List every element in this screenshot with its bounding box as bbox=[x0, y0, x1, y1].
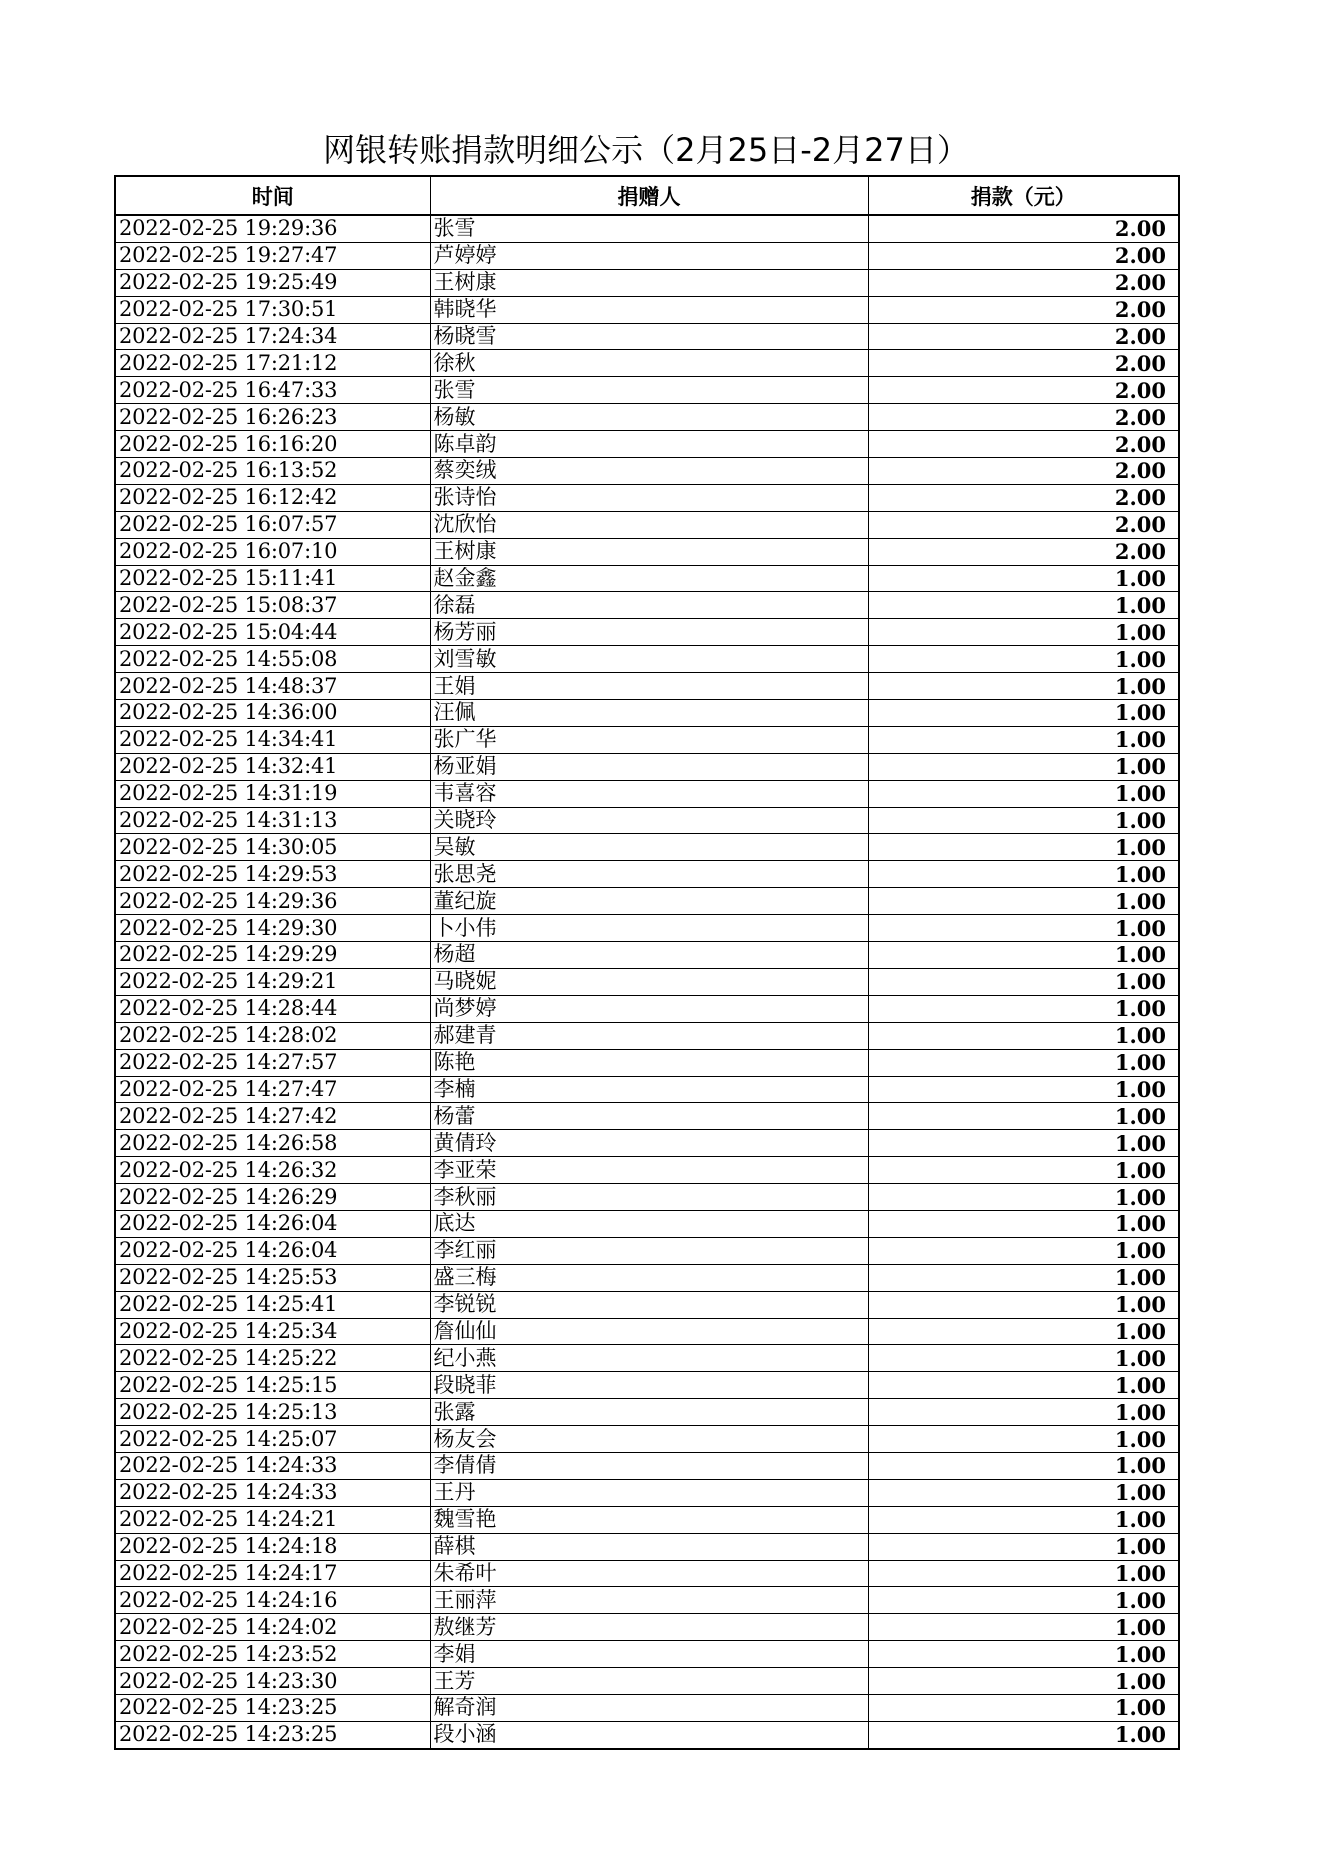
cell-time: 2022-02-25 14:27:57 bbox=[115, 1049, 430, 1076]
cell-amount: 1.00 bbox=[868, 1318, 1179, 1345]
table-row bbox=[115, 1479, 1179, 1506]
cell-donor: 李秋丽 bbox=[430, 1184, 868, 1211]
cell-time: 2022-02-25 14:24:33 bbox=[115, 1479, 430, 1506]
cell-donor: 底达 bbox=[430, 1210, 868, 1237]
cell-amount: 2.00 bbox=[868, 484, 1179, 511]
cell-amount: 1.00 bbox=[868, 565, 1179, 592]
table-row bbox=[115, 484, 1179, 511]
table-row bbox=[115, 511, 1179, 538]
table-row bbox=[115, 323, 1179, 350]
cell-amount: 2.00 bbox=[868, 269, 1179, 296]
cell-donor: 盛三梅 bbox=[430, 1264, 868, 1291]
table-row bbox=[115, 1426, 1179, 1453]
table-row bbox=[115, 592, 1179, 619]
cell-amount: 1.00 bbox=[868, 1479, 1179, 1506]
cell-time: 2022-02-25 15:08:37 bbox=[115, 592, 430, 619]
cell-donor: 沈欣怡 bbox=[430, 511, 868, 538]
cell-amount: 2.00 bbox=[868, 404, 1179, 431]
cell-time: 2022-02-25 17:24:34 bbox=[115, 323, 430, 350]
cell-time: 2022-02-25 16:26:23 bbox=[115, 404, 430, 431]
cell-amount: 1.00 bbox=[868, 1641, 1179, 1668]
cell-amount: 1.00 bbox=[868, 1506, 1179, 1533]
cell-donor: 詹仙仙 bbox=[430, 1318, 868, 1345]
cell-time: 2022-02-25 14:26:58 bbox=[115, 1130, 430, 1157]
cell-donor: 尚梦婷 bbox=[430, 995, 868, 1022]
table-row bbox=[115, 431, 1179, 458]
cell-time: 2022-02-25 14:34:41 bbox=[115, 726, 430, 753]
cell-amount: 1.00 bbox=[868, 1721, 1179, 1748]
cell-amount: 2.00 bbox=[868, 242, 1179, 269]
cell-time: 2022-02-25 15:04:44 bbox=[115, 619, 430, 646]
cell-time: 2022-02-25 14:28:02 bbox=[115, 1022, 430, 1049]
cell-time: 2022-02-25 14:27:47 bbox=[115, 1076, 430, 1103]
table-row bbox=[115, 1318, 1179, 1345]
cell-donor: 汪佩 bbox=[430, 700, 868, 727]
cell-amount: 1.00 bbox=[868, 1264, 1179, 1291]
table-row bbox=[115, 1022, 1179, 1049]
cell-amount: 2.00 bbox=[868, 431, 1179, 458]
cell-amount: 1.00 bbox=[868, 942, 1179, 969]
cell-amount: 2.00 bbox=[868, 350, 1179, 377]
cell-amount: 1.00 bbox=[868, 753, 1179, 780]
cell-donor: 李楠 bbox=[430, 1076, 868, 1103]
cell-amount: 1.00 bbox=[868, 1237, 1179, 1264]
cell-donor: 张露 bbox=[430, 1399, 868, 1426]
cell-donor: 王丹 bbox=[430, 1479, 868, 1506]
cell-time: 2022-02-25 16:16:20 bbox=[115, 431, 430, 458]
cell-donor: 段小涵 bbox=[430, 1721, 868, 1748]
cell-time: 2022-02-25 14:31:13 bbox=[115, 807, 430, 834]
cell-donor: 解奇润 bbox=[430, 1694, 868, 1721]
cell-donor: 杨亚娟 bbox=[430, 753, 868, 780]
cell-donor: 芦婷婷 bbox=[430, 242, 868, 269]
cell-donor: 黄倩玲 bbox=[430, 1130, 868, 1157]
table-row bbox=[115, 780, 1179, 807]
cell-time: 2022-02-25 14:48:37 bbox=[115, 673, 430, 700]
cell-donor: 韦喜容 bbox=[430, 780, 868, 807]
table-body bbox=[115, 215, 1179, 1749]
table-row bbox=[115, 1345, 1179, 1372]
table-row bbox=[115, 404, 1179, 431]
cell-amount: 1.00 bbox=[868, 1291, 1179, 1318]
cell-donor: 刘雪敏 bbox=[430, 646, 868, 673]
cell-donor: 陈卓韵 bbox=[430, 431, 868, 458]
cell-donor: 纪小燕 bbox=[430, 1345, 868, 1372]
cell-amount: 1.00 bbox=[868, 1345, 1179, 1372]
cell-time: 2022-02-25 16:12:42 bbox=[115, 484, 430, 511]
cell-donor: 徐秋 bbox=[430, 350, 868, 377]
cell-amount: 1.00 bbox=[868, 1426, 1179, 1453]
cell-donor: 杨友会 bbox=[430, 1426, 868, 1453]
cell-amount: 1.00 bbox=[868, 807, 1179, 834]
cell-time: 2022-02-25 14:30:05 bbox=[115, 834, 430, 861]
cell-donor: 韩晓华 bbox=[430, 296, 868, 323]
cell-time: 2022-02-25 14:26:29 bbox=[115, 1184, 430, 1211]
cell-time: 2022-02-25 14:29:36 bbox=[115, 888, 430, 915]
cell-amount: 1.00 bbox=[868, 1372, 1179, 1399]
cell-amount: 1.00 bbox=[868, 1614, 1179, 1641]
cell-donor: 李锐锐 bbox=[430, 1291, 868, 1318]
cell-time: 2022-02-25 14:25:13 bbox=[115, 1399, 430, 1426]
cell-amount: 1.00 bbox=[868, 1103, 1179, 1130]
cell-amount: 1.00 bbox=[868, 1184, 1179, 1211]
cell-time: 2022-02-25 14:29:29 bbox=[115, 942, 430, 969]
cell-time: 2022-02-25 17:21:12 bbox=[115, 350, 430, 377]
table-row bbox=[115, 1372, 1179, 1399]
cell-amount: 1.00 bbox=[868, 1668, 1179, 1695]
table-row bbox=[115, 242, 1179, 269]
cell-amount: 1.00 bbox=[868, 1076, 1179, 1103]
cell-amount: 1.00 bbox=[868, 1533, 1179, 1560]
cell-donor: 杨超 bbox=[430, 942, 868, 969]
cell-time: 2022-02-25 19:27:47 bbox=[115, 242, 430, 269]
cell-amount: 1.00 bbox=[868, 995, 1179, 1022]
cell-donor: 李倩倩 bbox=[430, 1452, 868, 1479]
cell-donor: 王树康 bbox=[430, 269, 868, 296]
cell-amount: 2.00 bbox=[868, 538, 1179, 565]
cell-time: 2022-02-25 16:07:57 bbox=[115, 511, 430, 538]
table-row bbox=[115, 1184, 1179, 1211]
cell-time: 2022-02-25 14:25:41 bbox=[115, 1291, 430, 1318]
cell-amount: 1.00 bbox=[868, 673, 1179, 700]
cell-donor: 段晓菲 bbox=[430, 1372, 868, 1399]
column-header-amount: 捐款（元） bbox=[868, 176, 1179, 215]
cell-time: 2022-02-25 14:27:42 bbox=[115, 1103, 430, 1130]
cell-time: 2022-02-25 14:26:04 bbox=[115, 1210, 430, 1237]
cell-donor: 关晓玲 bbox=[430, 807, 868, 834]
cell-amount: 1.00 bbox=[868, 646, 1179, 673]
table-row bbox=[115, 995, 1179, 1022]
cell-donor: 张雪 bbox=[430, 215, 868, 242]
cell-amount: 1.00 bbox=[868, 700, 1179, 727]
cell-amount: 1.00 bbox=[868, 1560, 1179, 1587]
cell-donor: 王丽萍 bbox=[430, 1587, 868, 1614]
cell-time: 2022-02-25 14:29:21 bbox=[115, 968, 430, 995]
cell-time: 2022-02-25 14:36:00 bbox=[115, 700, 430, 727]
cell-amount: 1.00 bbox=[868, 1399, 1179, 1426]
table-row bbox=[115, 753, 1179, 780]
table-row bbox=[115, 1130, 1179, 1157]
cell-time: 2022-02-25 14:24:18 bbox=[115, 1533, 430, 1560]
table-row bbox=[115, 1157, 1179, 1184]
table-row bbox=[115, 726, 1179, 753]
cell-time: 2022-02-25 14:25:22 bbox=[115, 1345, 430, 1372]
cell-donor: 徐磊 bbox=[430, 592, 868, 619]
cell-amount: 1.00 bbox=[868, 1587, 1179, 1614]
table-row bbox=[115, 377, 1179, 404]
cell-time: 2022-02-25 14:26:32 bbox=[115, 1157, 430, 1184]
cell-donor: 魏雪艳 bbox=[430, 1506, 868, 1533]
table-row bbox=[115, 1614, 1179, 1641]
donation-table bbox=[114, 175, 1180, 1750]
cell-time: 2022-02-25 19:29:36 bbox=[115, 215, 430, 242]
table-row bbox=[115, 1237, 1179, 1264]
table-row bbox=[115, 1721, 1179, 1748]
cell-donor: 赵金鑫 bbox=[430, 565, 868, 592]
cell-time: 2022-02-25 14:25:34 bbox=[115, 1318, 430, 1345]
table-row bbox=[115, 1103, 1179, 1130]
table-row bbox=[115, 1694, 1179, 1721]
cell-amount: 2.00 bbox=[868, 215, 1179, 242]
cell-amount: 1.00 bbox=[868, 1022, 1179, 1049]
cell-amount: 1.00 bbox=[868, 619, 1179, 646]
cell-donor: 陈艳 bbox=[430, 1049, 868, 1076]
cell-amount: 1.00 bbox=[868, 968, 1179, 995]
cell-time: 2022-02-25 14:25:53 bbox=[115, 1264, 430, 1291]
table-row bbox=[115, 1291, 1179, 1318]
cell-time: 2022-02-25 14:23:30 bbox=[115, 1668, 430, 1695]
cell-donor: 王树康 bbox=[430, 538, 868, 565]
cell-time: 2022-02-25 14:23:52 bbox=[115, 1641, 430, 1668]
cell-donor: 张广华 bbox=[430, 726, 868, 753]
cell-time: 2022-02-25 14:24:16 bbox=[115, 1587, 430, 1614]
cell-time: 2022-02-25 14:24:02 bbox=[115, 1614, 430, 1641]
cell-donor: 郝建青 bbox=[430, 1022, 868, 1049]
table-row bbox=[115, 619, 1179, 646]
cell-amount: 1.00 bbox=[868, 780, 1179, 807]
cell-donor: 朱希叶 bbox=[430, 1560, 868, 1587]
cell-donor: 张雪 bbox=[430, 377, 868, 404]
cell-donor: 张诗怡 bbox=[430, 484, 868, 511]
cell-time: 2022-02-25 14:29:53 bbox=[115, 861, 430, 888]
cell-time: 2022-02-25 14:24:33 bbox=[115, 1452, 430, 1479]
cell-time: 2022-02-25 14:25:07 bbox=[115, 1426, 430, 1453]
cell-donor: 李红丽 bbox=[430, 1237, 868, 1264]
cell-amount: 1.00 bbox=[868, 888, 1179, 915]
table-row bbox=[115, 215, 1179, 242]
cell-amount: 1.00 bbox=[868, 1130, 1179, 1157]
cell-amount: 1.00 bbox=[868, 726, 1179, 753]
table-row bbox=[115, 700, 1179, 727]
cell-time: 2022-02-25 14:24:21 bbox=[115, 1506, 430, 1533]
table-row bbox=[115, 296, 1179, 323]
cell-amount: 1.00 bbox=[868, 1049, 1179, 1076]
table-row bbox=[115, 646, 1179, 673]
cell-donor: 杨芳丽 bbox=[430, 619, 868, 646]
table-row bbox=[115, 1049, 1179, 1076]
cell-time: 2022-02-25 15:11:41 bbox=[115, 565, 430, 592]
cell-donor: 蔡奕绒 bbox=[430, 458, 868, 485]
table-row bbox=[115, 915, 1179, 942]
table-row bbox=[115, 458, 1179, 485]
cell-time: 2022-02-25 14:24:17 bbox=[115, 1560, 430, 1587]
table-row bbox=[115, 1076, 1179, 1103]
table-row bbox=[115, 1533, 1179, 1560]
cell-time: 2022-02-25 14:23:25 bbox=[115, 1694, 430, 1721]
cell-donor: 董纪旋 bbox=[430, 888, 868, 915]
cell-amount: 1.00 bbox=[868, 592, 1179, 619]
table-row bbox=[115, 968, 1179, 995]
cell-amount: 1.00 bbox=[868, 861, 1179, 888]
cell-donor: 杨敏 bbox=[430, 404, 868, 431]
cell-amount: 2.00 bbox=[868, 458, 1179, 485]
page-title: 网银转账捐款明细公示（2月25日-2月27日） bbox=[323, 131, 969, 169]
cell-time: 2022-02-25 17:30:51 bbox=[115, 296, 430, 323]
table-row bbox=[115, 1560, 1179, 1587]
cell-time: 2022-02-25 16:07:10 bbox=[115, 538, 430, 565]
table-row bbox=[115, 1452, 1179, 1479]
cell-time: 2022-02-25 14:26:04 bbox=[115, 1237, 430, 1264]
cell-time: 2022-02-25 19:25:49 bbox=[115, 269, 430, 296]
cell-time: 2022-02-25 14:55:08 bbox=[115, 646, 430, 673]
cell-donor: 卜小伟 bbox=[430, 915, 868, 942]
cell-amount: 1.00 bbox=[868, 1157, 1179, 1184]
table-row bbox=[115, 1210, 1179, 1237]
cell-donor: 敖继芳 bbox=[430, 1614, 868, 1641]
cell-donor: 杨蕾 bbox=[430, 1103, 868, 1130]
table-row bbox=[115, 807, 1179, 834]
cell-amount: 1.00 bbox=[868, 1210, 1179, 1237]
table-row bbox=[115, 1641, 1179, 1668]
cell-time: 2022-02-25 14:25:15 bbox=[115, 1372, 430, 1399]
cell-donor: 吴敏 bbox=[430, 834, 868, 861]
cell-amount: 1.00 bbox=[868, 834, 1179, 861]
cell-donor: 薛棋 bbox=[430, 1533, 868, 1560]
table-row bbox=[115, 942, 1179, 969]
cell-amount: 2.00 bbox=[868, 296, 1179, 323]
cell-amount: 2.00 bbox=[868, 377, 1179, 404]
table-row bbox=[115, 269, 1179, 296]
cell-amount: 2.00 bbox=[868, 511, 1179, 538]
table-row bbox=[115, 888, 1179, 915]
table-row bbox=[115, 861, 1179, 888]
cell-donor: 张思尧 bbox=[430, 861, 868, 888]
cell-amount: 1.00 bbox=[868, 1694, 1179, 1721]
header-row bbox=[115, 176, 1179, 215]
cell-time: 2022-02-25 16:47:33 bbox=[115, 377, 430, 404]
table-row bbox=[115, 1587, 1179, 1614]
cell-amount: 1.00 bbox=[868, 915, 1179, 942]
table-row bbox=[115, 565, 1179, 592]
table-row bbox=[115, 1264, 1179, 1291]
cell-time: 2022-02-25 14:28:44 bbox=[115, 995, 430, 1022]
cell-time: 2022-02-25 14:31:19 bbox=[115, 780, 430, 807]
cell-donor: 李娟 bbox=[430, 1641, 868, 1668]
cell-donor: 王娟 bbox=[430, 673, 868, 700]
table-row bbox=[115, 350, 1179, 377]
cell-donor: 杨晓雪 bbox=[430, 323, 868, 350]
table-row bbox=[115, 1668, 1179, 1695]
column-header-donor: 捐赠人 bbox=[430, 176, 868, 215]
cell-time: 2022-02-25 14:29:30 bbox=[115, 915, 430, 942]
column-header-time: 时间 bbox=[115, 176, 430, 215]
cell-time: 2022-02-25 14:23:25 bbox=[115, 1721, 430, 1748]
table-row bbox=[115, 673, 1179, 700]
table-row bbox=[115, 1506, 1179, 1533]
cell-time: 2022-02-25 14:32:41 bbox=[115, 753, 430, 780]
table-row bbox=[115, 834, 1179, 861]
cell-time: 2022-02-25 16:13:52 bbox=[115, 458, 430, 485]
cell-donor: 王芳 bbox=[430, 1668, 868, 1695]
table-row bbox=[115, 538, 1179, 565]
cell-donor: 李亚荣 bbox=[430, 1157, 868, 1184]
table-row bbox=[115, 1399, 1179, 1426]
cell-donor: 马晓妮 bbox=[430, 968, 868, 995]
cell-amount: 1.00 bbox=[868, 1452, 1179, 1479]
cell-amount: 2.00 bbox=[868, 323, 1179, 350]
